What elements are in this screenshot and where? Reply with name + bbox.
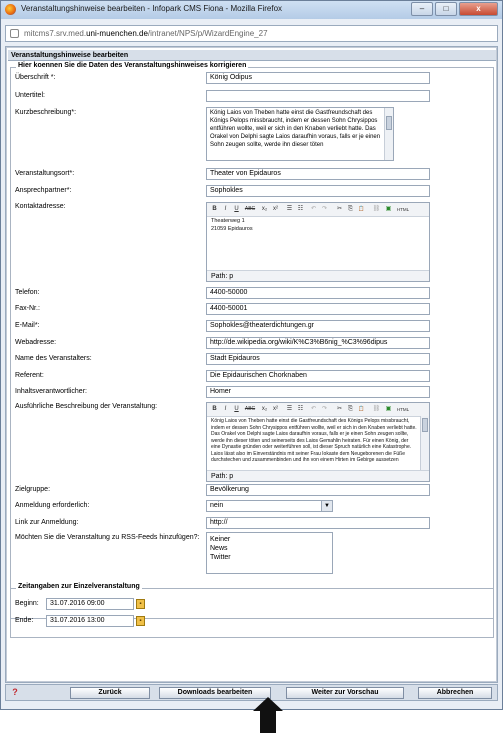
- ende-input[interactable]: 31.07.2016 13:00: [46, 615, 134, 627]
- email-input[interactable]: Sophokles@theaterdichtungen.gr: [206, 320, 430, 332]
- firefox-logo-icon: [5, 4, 16, 15]
- numbered-list-button[interactable]: ☷: [297, 206, 304, 212]
- rss-label: Möchten Sie die Veranstaltung zu RSS-Feeds hinzufügen?:: [15, 534, 200, 541]
- html-button[interactable]: HTML: [396, 207, 410, 212]
- veranstalter-input[interactable]: Stadt Epidauros: [206, 353, 430, 365]
- image-button[interactable]: ▣: [385, 406, 392, 412]
- image-button[interactable]: ▣: [385, 206, 392, 212]
- content-frame: [6, 47, 497, 682]
- arrow-pointer-icon: [253, 697, 283, 711]
- zeit-legend: Zeitangaben zur Einzelveranstaltung: [18, 583, 140, 590]
- email-label: E-Mail*:: [15, 322, 40, 329]
- ueberschrift-input[interactable]: König Ödipus: [206, 72, 430, 84]
- inhaltsverantwortlicher-label: Inhaltsverantwortlicher:: [15, 388, 87, 395]
- superscript-button[interactable]: x²: [273, 406, 278, 412]
- cut-button[interactable]: ✂: [336, 206, 343, 212]
- close-button[interactable]: x: [459, 2, 498, 16]
- downloads-bearbeiten-button[interactable]: Downloads bearbeiten: [159, 687, 271, 699]
- referent-label: Referent:: [15, 372, 44, 379]
- bullet-list-button[interactable]: ☰: [286, 206, 293, 212]
- subscript-button[interactable]: x₂: [261, 206, 268, 212]
- inhaltsverantwortlicher-input[interactable]: Homer: [206, 386, 430, 398]
- url-text: mitcms7.srv.med.uni-muenchen.de/intranet/NPS/p/WizardEngine_27: [24, 29, 268, 38]
- link-anmeldung-input[interactable]: http://: [206, 517, 430, 529]
- ueberschrift-label: Überschrift *:: [15, 74, 56, 81]
- ende-label: Ende:: [15, 617, 34, 624]
- italic-button[interactable]: I: [224, 206, 227, 212]
- paste-button[interactable]: 📋: [358, 406, 365, 412]
- copy-button[interactable]: ⎘: [348, 206, 353, 212]
- underline-button[interactable]: U: [234, 206, 239, 212]
- beginn-input[interactable]: 31.07.2016 09:00: [46, 598, 134, 610]
- calendar-lock-icon[interactable]: ▪: [136, 616, 145, 626]
- redo-button[interactable]: ↷: [321, 406, 328, 412]
- bullet-list-button[interactable]: ☰: [286, 406, 293, 412]
- webadresse-input[interactable]: http://de.wikipedia.org/wiki/K%C3%B6nig_%C3%96dipus: [206, 337, 430, 349]
- beschreibung-label: Ausführliche Beschreibung der Veranstaltung:: [15, 403, 158, 410]
- kurzbeschreibung-label: Kurzbeschreibung*:: [15, 109, 77, 116]
- telefon-input[interactable]: 4400-50000: [206, 287, 430, 299]
- fax-input[interactable]: 4400-50001: [206, 303, 430, 315]
- editor-path: Path: p: [207, 270, 429, 281]
- link-button[interactable]: ⛓: [372, 406, 381, 412]
- cut-button[interactable]: ✂: [336, 406, 343, 412]
- underline-button[interactable]: U: [234, 406, 239, 412]
- strikethrough-button[interactable]: ABC: [244, 406, 256, 412]
- address-line-1: Theaterweg 1: [211, 218, 245, 224]
- kurzbeschreibung-text: König Laios von Theben hatte einst die Gastfreundschaft des Königs Pelops missbraucht, indem er dessen Sohn Chrysippos entführen wollte, weil er sich in den Knaben verliebt hatte. Das Orakel von Delphi sagte Laios daraufhin voraus, falls er je einen Sohn zeugen sollte, werde ihn dieser töten: [210, 110, 381, 148]
- address-bar[interactable]: [5, 25, 498, 42]
- zurueck-button[interactable]: Zurück: [70, 687, 150, 699]
- link-button[interactable]: ⛓: [372, 206, 381, 212]
- ansprechpartner-input[interactable]: Sophokles: [206, 185, 430, 197]
- telefon-label: Telefon:: [15, 289, 40, 296]
- strikethrough-button[interactable]: ABC: [244, 206, 256, 212]
- superscript-button[interactable]: x²: [273, 206, 278, 212]
- redo-button[interactable]: ↷: [321, 206, 328, 212]
- main-legend: Hier koennen Sie die Daten des Veranstaltungshinweises korrigieren: [18, 62, 247, 69]
- minimize-button[interactable]: –: [411, 2, 433, 16]
- bold-button[interactable]: B: [212, 206, 217, 212]
- window-title: Veranstaltungshinweise bearbeiten - Infopark CMS Fiona - Mozilla Firefox: [21, 4, 283, 13]
- untertitel-label: Untertitel:: [15, 92, 45, 99]
- editor-path: Path: p: [207, 470, 429, 481]
- link-anmeldung-label: Link zur Anmeldung:: [15, 519, 79, 526]
- button-bar: [5, 684, 498, 701]
- fax-label: Fax-Nr.:: [15, 305, 40, 312]
- numbered-list-button[interactable]: ☷: [297, 406, 304, 412]
- abbrechen-button[interactable]: Abbrechen: [418, 687, 492, 699]
- chevron-down-icon[interactable]: ▼: [321, 501, 332, 511]
- weiter-zur-vorschau-button[interactable]: Weiter zur Vorschau: [286, 687, 404, 699]
- undo-button[interactable]: ↶: [310, 406, 317, 412]
- undo-button[interactable]: ↶: [310, 206, 317, 212]
- address-line-2: 21059 Epidauros: [211, 225, 253, 232]
- zielgruppe-label: Zielgruppe:: [15, 486, 51, 493]
- wizard-content: [5, 46, 498, 683]
- ort-label: Veranstaltungsort*:: [15, 170, 75, 177]
- bold-button[interactable]: B: [212, 406, 217, 412]
- subscript-button[interactable]: x₂: [261, 406, 268, 412]
- page-info-icon[interactable]: [10, 29, 19, 38]
- beschreibung-body: König Laios von Theben hatte einst die Gastfreundschaft des Königs Pelops missbraucht, indem er dessen Sohn Chrysippos entführen wollte, weil er sich in den Knaben verliebt hatte. Das Orakel von Delphi sagte Laios daraufhin voraus, falls er je einen Sohn zeugen sollte, werde ihn dieser töten und seinerseits des Laios Gemahlin heiraten. Für einen König, der eine Dynastie gründen oder weiterführen soll, ist dieser Spruch natürlich eine Katastrophe. Laios lässt also im Einverständnis mit seiner Frau Iokaste dem Neugeborenen die Füße durchstechen und zusammenbinden und ihn von einem Hirten im Gebirge aussetzen: [211, 418, 417, 463]
- arrow-pointer-stem: [260, 710, 276, 733]
- anmeldung-label: Anmeldung erforderlich:: [15, 502, 90, 509]
- help-icon[interactable]: ?: [12, 687, 18, 697]
- anmeldung-value: nein: [210, 502, 224, 509]
- paste-button[interactable]: 📋: [358, 206, 365, 212]
- rss-option[interactable]: Keiner: [210, 536, 231, 543]
- zielgruppe-input[interactable]: Bevölkerung: [206, 484, 430, 496]
- veranstalter-label: Name des Veranstalters:: [15, 355, 92, 362]
- ort-input[interactable]: Theater von Epidauros: [206, 168, 430, 180]
- title-bar: [1, 1, 502, 19]
- referent-input[interactable]: Die Epidaurischen Chorknaben: [206, 370, 430, 382]
- webadresse-label: Webadresse:: [15, 339, 57, 346]
- rss-option[interactable]: News: [210, 545, 228, 552]
- kontaktadresse-label: Kontaktadresse:: [15, 203, 66, 210]
- html-button[interactable]: HTML: [396, 407, 410, 412]
- copy-button[interactable]: ⎘: [348, 406, 353, 412]
- panel-header: Veranstaltungshinweise bearbeiten: [8, 50, 496, 61]
- ansprechpartner-label: Ansprechpartner*:: [15, 187, 72, 194]
- italic-button[interactable]: I: [224, 406, 227, 412]
- maximize-button[interactable]: □: [435, 2, 457, 16]
- calendar-lock-icon[interactable]: ▪: [136, 599, 145, 609]
- rss-option[interactable]: Twitter: [210, 554, 231, 561]
- beginn-label: Beginn:: [15, 600, 39, 607]
